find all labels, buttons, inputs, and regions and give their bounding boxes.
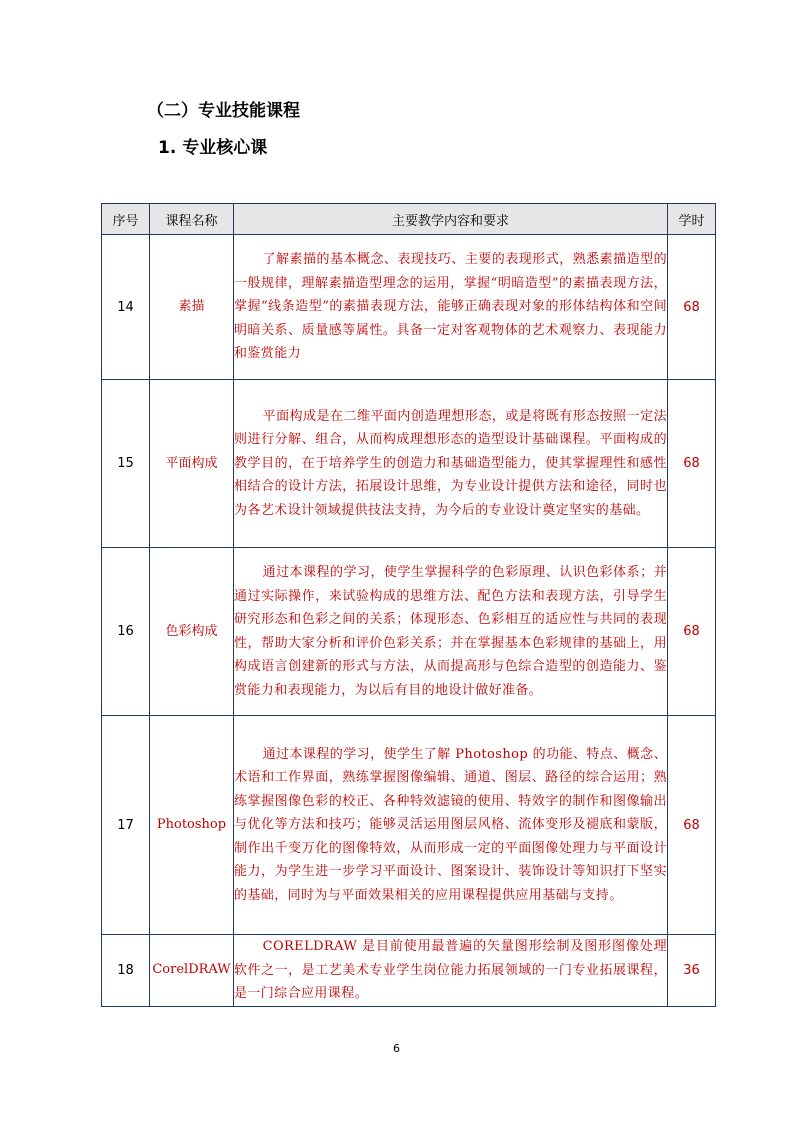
course-content: 通过本课程的学习，使学生了解 Photoshop 的功能、特点、概念、术语和工作界面，熟练掌握图像编辑、通道、图层、路径的综合运用；熟练掌握图像色彩的校正、各种特效滤镜的使用、特效字的制作和图像输出与优化等方法和技巧；能够灵活运用图层风格、流体变形及褪底和蒙版，制作出千变万化的图像特效，从而形成一定的平面图像处理力与平面设计能力，为学生进一步学习平面设计、图案设计、装饰设计等知识打下坚实的基础，同时为与平面效果相关的应用课程提供应用基础与支持。	[234, 716, 668, 935]
course-name: 素描	[150, 235, 234, 380]
header-name: 课程名称	[150, 204, 234, 235]
course-name: Photoshop	[150, 716, 234, 935]
table-row	[102, 935, 716, 1007]
section-heading: （二）专业技能课程	[147, 101, 300, 121]
course-hours: 36	[668, 935, 716, 1007]
course-name: 色彩构成	[150, 548, 234, 716]
course-hours: 68	[668, 235, 716, 380]
row-no: 14	[102, 235, 150, 380]
course-content: 了解素描的基本概念、表现技巧、主要的表现形式，熟悉素描造型的一般规律，理解素描造型理念的运用，掌握“明暗造型”的素描表现方法，掌握“线条造型”的素描表现方法，能够正确表现对象的形体结构体和空间明暗关系、质量感等属性。具备一定对客观物体的艺术观察力、表现能力和鉴赏能力	[234, 235, 668, 380]
course-name: CorelDRAW	[150, 935, 234, 1007]
table-row	[102, 235, 716, 380]
course-table	[101, 203, 716, 1007]
course-content: 平面构成是在二维平面内创造理想形态，或是将既有形态按照一定法则进行分解、组合，从而构成理想形态的造型设计基础课程。平面构成的教学目的，在于培养学生的创造力和基础造型能力，使其掌握理性和感性相结合的设计方法，拓展设计思维，为专业设计提供方法和途径，同时也为各艺术设计领域提供技法支持，为今后的专业设计奠定坚实的基础。	[234, 380, 668, 548]
table-row	[102, 548, 716, 716]
header-content: 主要教学内容和要求	[234, 204, 668, 235]
page-number: 6	[393, 1042, 400, 1055]
row-no: 17	[102, 716, 150, 935]
header-no: 序号	[102, 204, 150, 235]
table-row	[102, 380, 716, 548]
header-hours: 学时	[668, 204, 716, 235]
course-hours: 68	[668, 548, 716, 716]
row-no: 18	[102, 935, 150, 1007]
table-row	[102, 716, 716, 935]
course-hours: 68	[668, 380, 716, 548]
course-name: 平面构成	[150, 380, 234, 548]
course-hours: 68	[668, 716, 716, 935]
row-no: 16	[102, 548, 150, 716]
row-no: 15	[102, 380, 150, 548]
table-header-row	[102, 204, 716, 235]
course-content: CORELDRAW 是目前使用最普遍的矢量图形绘制及图形图像处理软件之一，是工艺美术专业学生岗位能力拓展领域的一门专业拓展课程，是一门综合应用课程。	[234, 935, 668, 1007]
subsection-heading: 1. 专业核心课	[158, 138, 268, 158]
course-content: 通过本课程的学习，使学生掌握科学的色彩原理、认识色彩体系；并通过实际操作，来试验构成的思维方法、配色方法和表现方法，引导学生研究形态和色彩之间的关系；体现形态、色彩相互的适应性与共同的表现性，帮助大家分析和评价色彩关系；并在掌握基本色彩规律的基础上，用构成语言创建新的形式与方法，从而提高形与色综合造型的创造能力、鉴赏能力和表现能力，为以后有目的地设计做好准备。	[234, 548, 668, 716]
